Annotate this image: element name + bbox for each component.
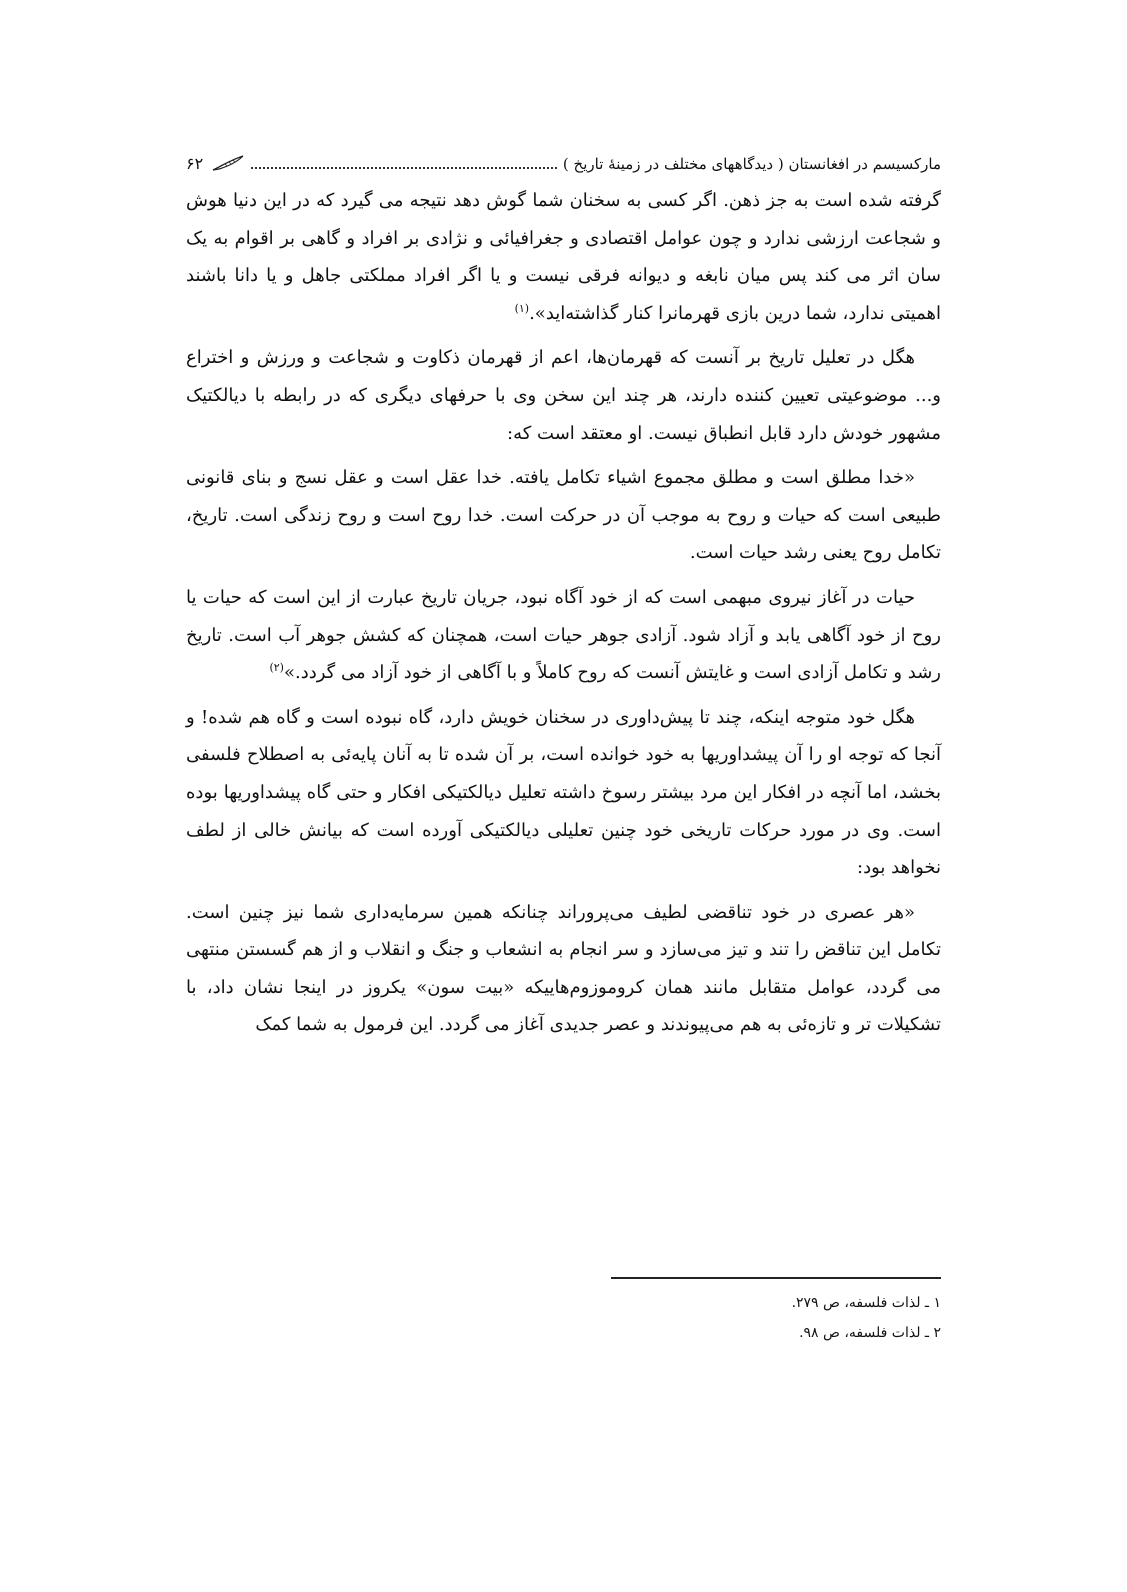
header-dotted-leader — [251, 166, 557, 169]
footnote-separator — [611, 1277, 941, 1279]
quill-pen-icon — [211, 154, 245, 172]
running-header — [186, 146, 941, 174]
body-text — [186, 182, 941, 1051]
footnote-1: ۱ ـ لذات فلسفه، ص ۲۷۹. — [791, 1295, 941, 1311]
running-header-title: مارکسیسم در افغانستان ( دیدگاههای مختلف در زمینۀ تاریخ ) — [562, 155, 941, 173]
footnote-2: ۲ ـ لذات فلسفه، ص ۹۸. — [799, 1325, 941, 1341]
footnote-ref-1: (۱) — [514, 301, 530, 315]
footnote-ref-2: (۲) — [269, 661, 284, 675]
paragraph-3: هگل خود متوجه اینکه، چند تا پیش‌داوری در سخنان خویش دارد، گاه نبوده است و گاه هم شده! و آنجا که توجه او را آن پیشداوریها به خود خوانده است، بر آن شده تا به آنان پایه‌ئی به اصطلاح فلسفی بخشد، اما آنچه در افکار این مرد بیشتر رسوخ داشته تعلیل دیالکتیکی افکار و حتی گاه پیشداوریها بوده است. وی در مورد حرکات تاریخی خود چنین تعلیلی دیالکتیکی آورده است که بیانش خالی از لطف نخواهد بود: — [186, 706, 941, 879]
quote-paragraph-2 — [186, 579, 941, 692]
paragraph-1-text: گرفته شده است به جز ذهن. اگر کسی به سخنان شما گوش دهد نتیجه می گیرد که در این دنیا هوش و شجاعت ارزشی ندارد و چون عوامل اقتصادی و جغرافیائی و نژادی بر افراد و گاهی بر اقوام به یک سان اثر می کند پس میان نابغه و دیوانه فرقی نیست و یا اگر افراد مملکتی جاهل و یا دانا باشند اهمیتی ندارد، شما درین بازی قهرمانرا کنار گذاشته‌اید». — [186, 190, 941, 324]
page-number: ۶۲ — [186, 154, 204, 173]
quote-paragraph-3: «هر عصری در خود تناقضی لطیف می‌پروراند چنانکه همین سرمایه‌داری شما نیز چنین است. تکامل این تناقض را تند و تیز می‌سازد و سر انجام به انشعاب و جنگ و انقلاب و از هم گسستن منتهی می گردد، عوامل متقابل مانند همان کروموزوم‌هاییکه «بیت سون» یکروز در اینجا نشان داد، با تشکیلات تر و تازه‌ئی به هم می‌پیوندند و عصر جدیدی آغاز می گردد. این فرمول به شما کمک — [186, 901, 941, 1036]
paragraph-1 — [186, 182, 941, 332]
quote-paragraph-2-text: حیات در آغاز نیروی مبهمی است که از خود آگاه نبود، جریان تاریخ عبارت از این است که حیات یا روح از خود آگاهی یابد و آزاد شود. آزادی جوهر حیات است، همچنان که کشش جوهر آب است. تاریخ رشد و تکامل آزادی است و غایتش آنست که روح کاملاً و با آگاهی از خود آزاد می گردد.» — [186, 586, 941, 684]
footnotes — [186, 1288, 941, 1348]
paragraph-2: هگل در تعلیل تاریخ بر آنست که قهرمان‌ها، اعم از قهرمان ذکاوت و شجاعت و ورزش و اختراع و... موضوعیتی تعیین کننده دارند، هر چند این سخن وی با حرفهای دیگری که در رابطه با دیالکتیک مشهور خودش دارد قابل انطباق نیست. او معتقد است که: — [186, 347, 941, 444]
quote-paragraph-1: «خدا مطلق است و مطلق مجموع اشیاء تکامل یافته. خدا عقل است و عقل نسج و بنای قانونی طبیعی است که حیات و روح به موجب آن در حرکت است. خدا روح است و روح زندگی است. تاریخ، تکامل روح یعنی رشد حیات است. — [186, 467, 941, 564]
